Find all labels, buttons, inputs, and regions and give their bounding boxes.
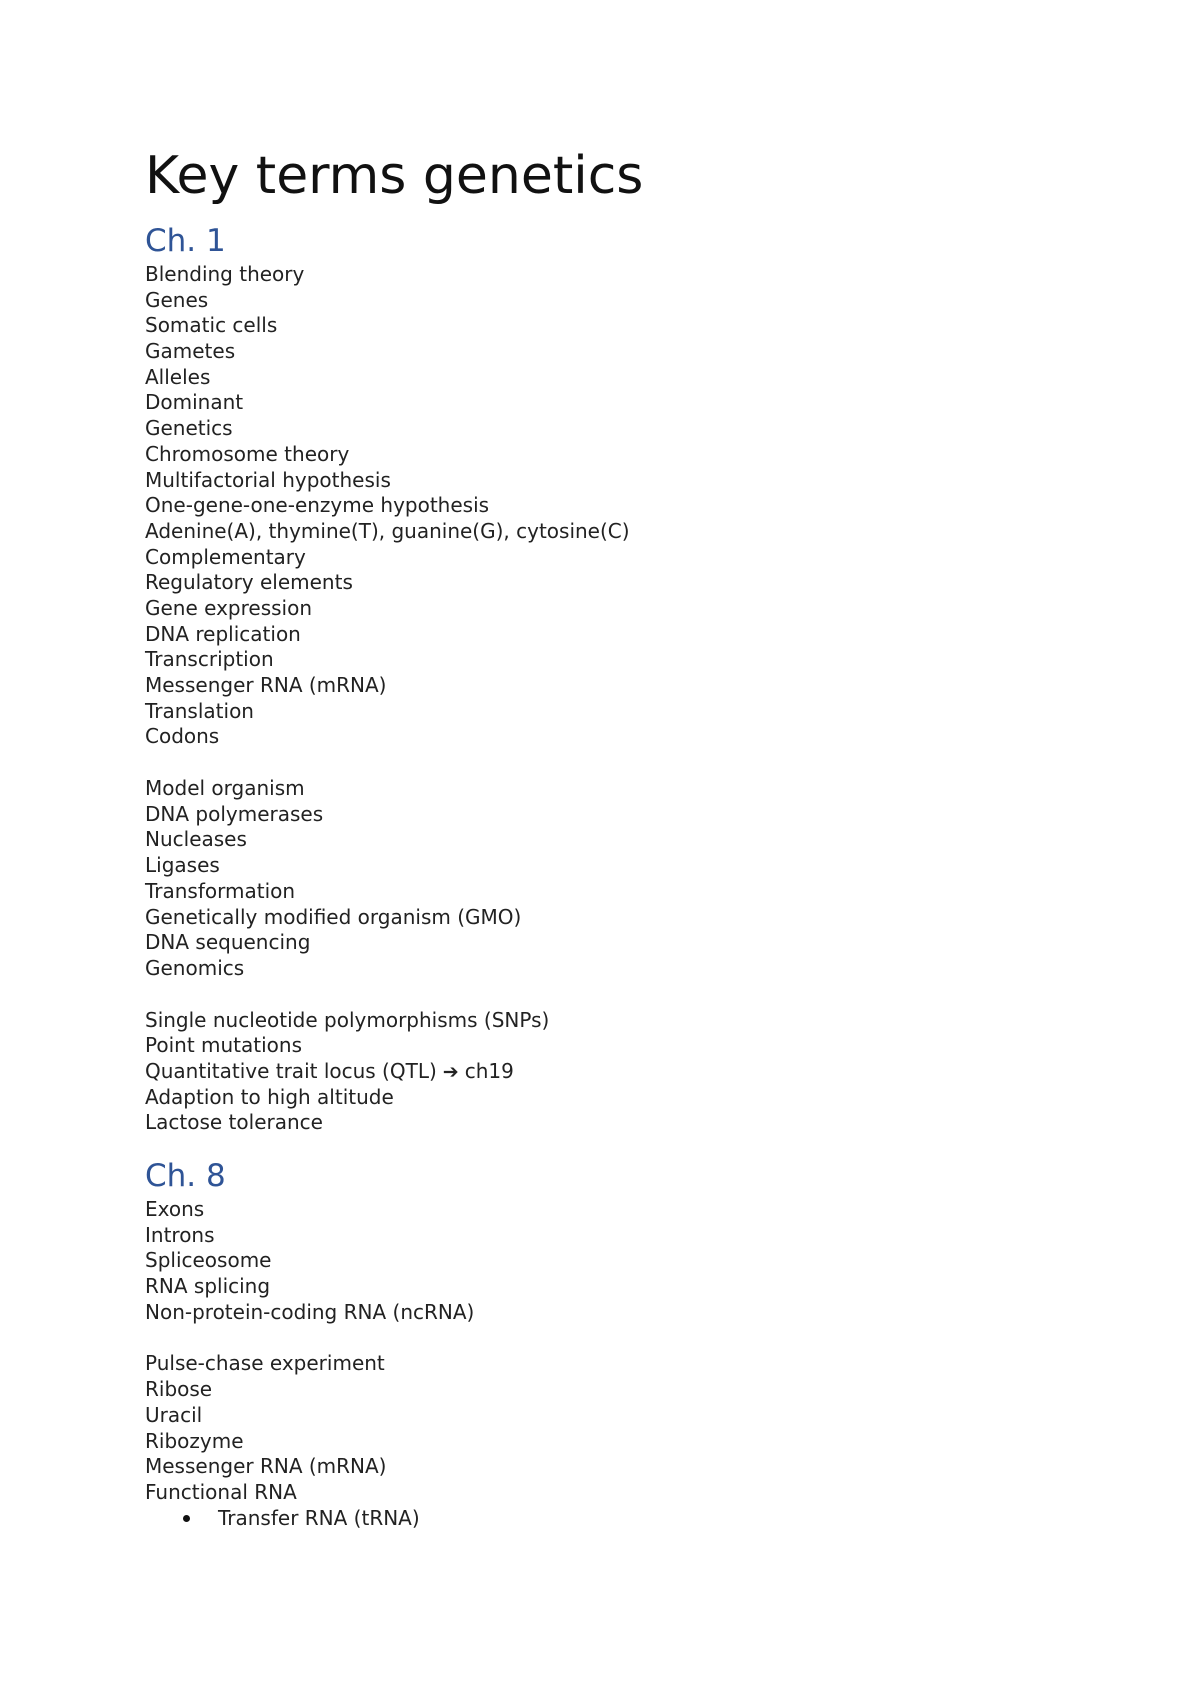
document-page — [145, 140, 1125, 1531]
term-item: One-gene-one-enzyme hypothesis — [145, 493, 490, 518]
bullet-item-label: Transfer RNA (tRNA) — [218, 1505, 420, 1530]
term-item: Adenine(A), thymine(T), guanine(G), cytosine(C) — [145, 518, 630, 543]
term-item: Non-protein-coding RNA (ncRNA) — [145, 1299, 475, 1324]
term-item: Messenger RNA (mRNA) — [145, 673, 387, 697]
chapter-heading-ch8: Ch. 8 — [145, 1158, 226, 1194]
term-item: Transformation — [145, 878, 296, 903]
qtl-term-label: Quantitative trait locus (QTL) — [145, 1058, 437, 1083]
term-group-ch1-a — [145, 262, 1125, 750]
term-item: Dominant — [145, 390, 244, 415]
term-item: Lactose tolerance — [145, 1110, 323, 1135]
term-group-ch1-b — [145, 776, 1125, 982]
arrow-right-icon: ➔ — [442, 1060, 459, 1083]
term-item: Complementary — [145, 544, 306, 569]
term-item-qtl — [145, 1059, 1125, 1085]
chapter-1-section — [145, 220, 1125, 1136]
term-item: DNA replication — [145, 621, 301, 646]
term-item: Genes — [145, 287, 209, 312]
term-item: Ligases — [145, 853, 220, 878]
term-item: Blending theory — [145, 262, 305, 286]
term-group-ch8-b — [145, 1351, 1125, 1531]
term-item: Transcription — [145, 647, 274, 672]
term-item: Gametes — [145, 339, 236, 364]
term-item: RNA splicing — [145, 1274, 271, 1299]
qtl-chapter-reference: ch19 — [464, 1058, 514, 1083]
document-title: Key terms genetics — [145, 146, 644, 206]
chapter-8-section — [145, 1155, 1125, 1531]
term-item: Genetically modified organism (GMO) — [145, 904, 522, 929]
term-item: Introns — [145, 1222, 215, 1247]
term-group-ch1-c — [145, 1008, 1125, 1136]
term-group-ch8-a — [145, 1197, 1125, 1325]
term-item: Multifactorial hypothesis — [145, 467, 391, 492]
term-item: Model organism — [145, 776, 305, 801]
term-item: Pulse-chase experiment — [145, 1351, 385, 1376]
term-item: Adaption to high altitude — [145, 1084, 394, 1109]
term-item: Functional RNA — [145, 1479, 297, 1504]
term-item: Nucleases — [145, 827, 247, 852]
term-item: Translation — [145, 698, 254, 723]
term-item: Uracil — [145, 1402, 203, 1427]
term-item: Single nucleotide polymorphisms (SNPs) — [145, 1007, 550, 1032]
chapter-heading-ch1: Ch. 1 — [145, 223, 226, 259]
term-item: Point mutations — [145, 1033, 303, 1058]
term-item: Regulatory elements — [145, 570, 353, 595]
term-item: Chromosome theory — [145, 441, 350, 466]
term-item: Gene expression — [145, 595, 313, 620]
term-item: Messenger RNA (mRNA) — [145, 1454, 387, 1479]
term-item: Codons — [145, 724, 220, 749]
term-item: DNA polymerases — [145, 801, 324, 826]
term-item: DNA sequencing — [145, 930, 311, 955]
bullet-list-item — [145, 1506, 1125, 1532]
term-item: Ribose — [145, 1377, 213, 1402]
term-item: Spliceosome — [145, 1248, 272, 1273]
term-item: Genetics — [145, 416, 233, 441]
term-item: Alleles — [145, 364, 211, 389]
bullet-icon — [183, 1515, 190, 1522]
term-item: Genomics — [145, 955, 245, 980]
term-item: Exons — [145, 1197, 205, 1221]
term-item: Somatic cells — [145, 313, 278, 338]
term-item: Ribozyme — [145, 1428, 244, 1453]
